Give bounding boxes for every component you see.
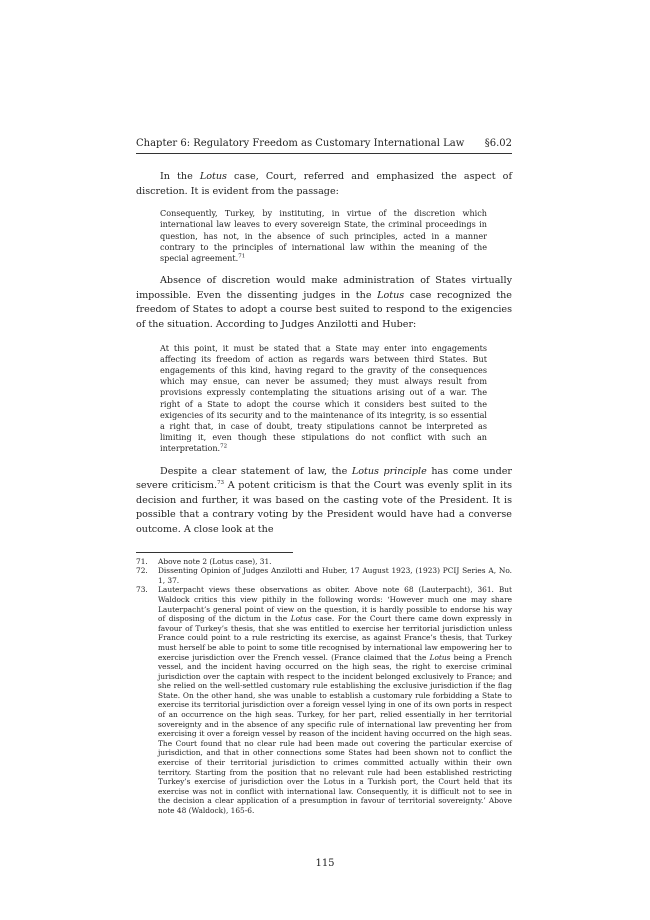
footnote-ref-73[interactable]: 73 [217,480,225,487]
footnote-73: 73. Lauterpacht views these observations as obiter. Above note 68 (Lauterpacht), 361. But Waldock critics this view pithily in the following words: ‘However much one may share Lauterpacht’s general point of view on the question, it is hardly possible to endorse his way of disposing of the dictum in the Lotus case. For the Court there came down expressly in favour of Turkey’s thesis, that she was entitled to exercise her territorial jurisdiction unless France could point to a rule restricting its exercise, as against France’s thesis, that Turkey must herself be able to point to some title recognised by international law empowering her to exercise jurisdiction over the French vessel. (France claimed that the Lotus being a French vessel, and the incident having occurred on the high seas, the right to exercise criminal jurisdiction over the captain with respect to the incident belonged exclusively to France; and she relied on the well-settled customary rule establishing the exclusive jurisdiction if the flag State. On the other hand, she was unable to establish a customary rule forbidding a State to exercise its territorial jurisdiction over a foreign vessel lying in one of its own ports in respect of an occurrence on the high seas. Turkey, for her part, relied essentially in her territorial sovereignty and in the absence of any specific rule of international law preventing her from exercising it over a foreign vessel by reason of the incident having occurred on the high seas. The Court found that no clear rule had been made out covering the particular exercise of jurisdiction, and that in other connections some States had been shown not to conflict the exercise of their territorial jurisdiction to crimes committed actually within their own territory. Starting from the position that no relevant rule had been established restricting Turkey’s exercise of jurisdiction over the Lotus in a Turkish port, the Court held that its exercise was not in conflict with international law. Consequently, it is difficult not to see in the decision a clear application of a presumption in favour of territorial sovereignty.’ Above note 48 (Waldock), 165-6. [136,585,512,816]
footnote-72: 72. Dissenting Opinion of Judges Anzilotti and Huber, 17 August 1923, (1923) PCIJ Series A, No. 1, 37. [136,566,512,585]
footnote-separator [136,552,293,553]
paragraph-3: Despite a clear statement of law, the Lotus principle has come under severe criticism.$^{73}$ A potent criticism is that the Court was evenly split in its decision and further, it was based on the casting vote of the President. It is possible that a contrary voting by the President would have had a converse outcome. A close look at the [136,465,512,535]
section-number: §6.02 [484,138,512,149]
footnote-ref-71[interactable]: 71 [238,253,246,260]
page-content [136,138,512,816]
paragraph-1: In the Lotus case, Court, referred and emphasized the aspect of discretion. It is evident from the passage: [136,171,513,197]
running-header [136,138,512,154]
block-quote-1: Consequently, Turkey, by instituting, in virtue of the discretion which international law leaves to every sovereign State, the criminal proceedings in question, has not, in the absence of such principles, acted in a manner contrary to the principles of international law within the meaning of the special agreement.$^{71}$ [160,208,487,263]
footnote-ref-72[interactable]: 72 [220,443,228,450]
block-quote-2: At this point, it must be stated that a State may enter into engagements affecting its freedom of action as regards wars between third States. But engagements of this kind, having regard to the gravity of the consequences which may ensue, can never be assumed; they must always result from provisions expressly contemplating the situations arising out of a war. The right of a State to adopt the course which it considers best suited to the exigencies of its security and to the maintenance of its integrity, is so essential a right that, in case of doubt, treaty stipulations cannot be interpreted as limiting it, even though these stipulations do not conflict with such an interpretation.$^{72}$ [160,342,487,454]
paragraph-2: Absence of discretion would make administration of States virtually impossible. Even the dissenting judges in the Lotus case recognized the freedom of States to adopt a course best suited to respond to the exigencies of the situation. According to Judges Anzilotti and Huber: [136,275,512,330]
footnote-71: 71. Above note 2 (Lotus case), 31. [136,556,272,566]
page-number: 115 [315,858,335,869]
chapter-title: Chapter 6: Regulatory Freedom as Customary International Law [136,138,465,149]
